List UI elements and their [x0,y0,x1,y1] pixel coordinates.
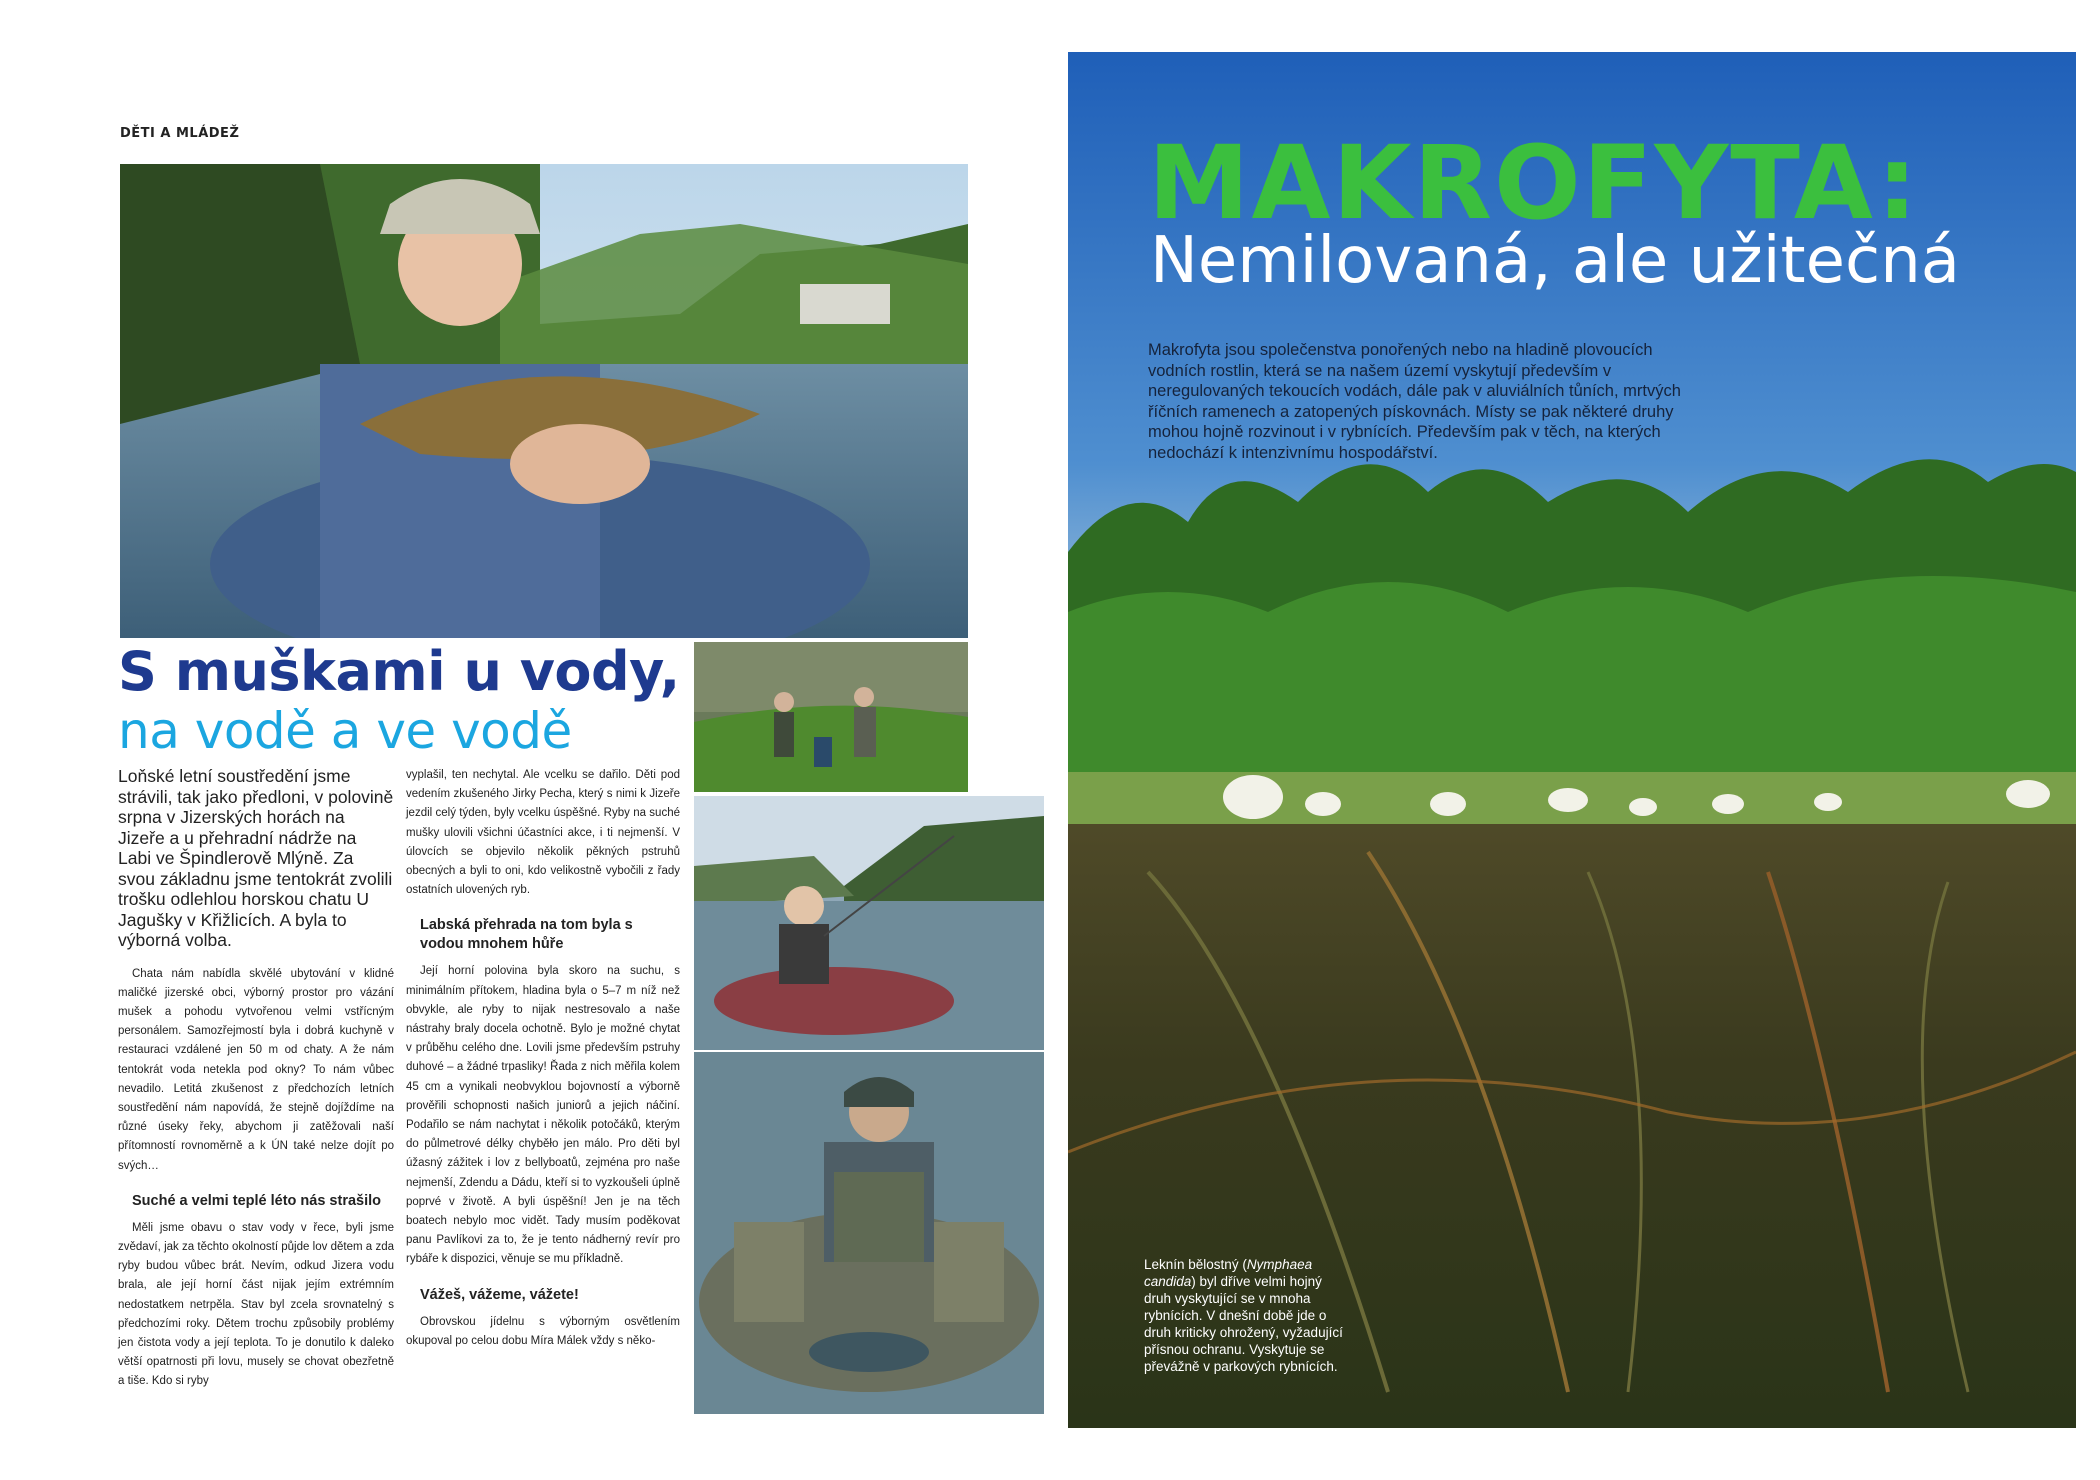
article-paragraph: Chata nám nabídla skvělé ubytování v klidné maličké jizerské obci, výborný prostor pro vázání mušek a pohodu vytvořenou velmi vstřícným personálem. Samozřejmostí byla i dobrá kuchyně v restauraci vzdálené jen 50 m od chaty. A že nám tentokrát voda netekla pod okny? To nám vůbec nevadilo. Letitá zkušenost z předchozích letních soustředění nám napovídá, že stejně dojíždíme na různé úseky řeky, abychom ji zatěžovali naší přítomností rovnoměrně a k ÚN také nelze dojít po svých… [118,967,394,1172]
article-paragraph: Měli jsme obavu o stav vody v řece, byli jsme zvědaví, jak za těchto okolností půjde lov dětem a zda ryby budou vůbec brát. Nevím, odkud Jizera vodu brala, ale její horní část nijak jejím extrémním nedostatkem netrpěla. Stav byl zcela srovnatelný s předchozími roky. Dětem trochu způsobily problémy jen čistota vody a její teplota. To je donutilo k daleko větší opatrnosti při lovu, musely se chovat obezřetně a tiše. Kdo si ryby [118,1221,394,1388]
caption-species-name: Nymphaea candida [1144,1257,1313,1289]
photo-youth-bellyboat [694,1052,1044,1414]
photo-boy-with-trout [120,164,968,638]
article-subhead: Vážeš, vážeme, vážete! [420,1286,579,1303]
caption-text: Leknín bělostný ( [1144,1257,1247,1272]
caption-text: ) byl dříve velmi hojný druh vyskytující se v mnoha rybnících. V dnešní době jde o druh kriticky ohrožený, vyžadující přísnou ochranu. Vyskytuje se převážně v parkových rybnících. [1144,1274,1343,1374]
article-lead: Loňské letní soustředění jsme strávili, tak jako předloni, v polovině srpna v Jizerských horách na Jizeře a u přehradní nádrže na Labi ve Špindlerově Mlýně. Za svou základnu jsme tentokrát zvolili trošku odlehlou horskou chatu U Jagušky v Křižlicích. A byla to výborná volba. [118,766,394,950]
right-page-macrophytes [1068,52,2076,1428]
article-paragraph: Její horní polovina byla skoro na suchu, s minimálním přítokem, hladina byla o 5–7 m níž než obvykle, ale ryby to nijak nestresovalo a naše nástrahy braly docela ochotně. Bylo je možné chytat v průběhu celého dne. Lovili jsme především pstruhy duhové – a žádné trpasliky! Řada z nich měřila kolem 45 cm a vynikali neobvyklou bojovností a výborně prověřili schopnosti našich juniorů a jejich náčiní. Podařilo se nám nachytat i několik potočáků, kterým do půlmetrové délky chyběło jen málo. Pro děti byl úžasný zážitek i lov z bellyboatů, zejména pro naše nejmenší, Zdendu a Dádu, kteří si to vyzkoušeli úplně poprvé v životě. A byli úspěšní! Jen je na těch boatech nebylo moc vidět. Tady musím poděkovat panu Pavlíkovi za to, že je tento nádherný revír pro rybáře k dispozici, věnuje se mu příkladně. [406,965,680,1266]
article-paragraph: Obrovskou jídelnu s výborným osvětlením okupoval po celou dobu Míra Málek vždy s někо- [406,1315,680,1347]
headline-line2: na vodě a ve vodě [118,702,572,760]
article-paragraph: vyplašil, ten nechytal. Ale vcelku se dařilo. Děti pod vedením zkušeného Jirky Pecha, který s nimi k Jizeře jezdil celý týden, byly vcelku úspěšné. Ryby na suché mušky ulovili všichni účastníci akce, i ti nejmenší. V úlovcích se objevilo několik pěkných pstruhů obecných a byli to oni, kdo velikostně vybočili z řady ostatních ulovených ryb. [406,769,680,897]
article-column-1 [118,766,394,1392]
photo-caption [1144,1256,1344,1375]
photo-riverbank-group [694,642,968,792]
headline-line1: S muškami u vody, [118,640,680,703]
section-label: DĚTI A MLÁDEŽ [120,126,240,141]
article-subhead: Suché a velmi teplé léto nás strašilo [132,1192,382,1209]
right-title-main: MAKROFYTA: [1148,124,1920,243]
article-column-2 [406,766,680,1351]
right-title-subtitle: Nemilovaná, ale užitečná [1150,224,1960,298]
photo-child-bellyboat [694,796,1044,1050]
right-lead: Makrofyta jsou společenstva ponořených nebo na hladině plovoucích vodních rostlin, která se na našem území vyskytují především v neregulovaných tekoucích vodách, dále pak v aluviálních tůních, mrtvých říčních ramenech a zatopených pískovnách. Místy se pak některé druhy mohou hojně rozvinout i v rybnících. Především pak v těch, na kterých nedochází k intenzivnímu hospodářství. [1148,341,1681,462]
article-subhead: Labská přehrada na tom byla s vodou mnohem hůře [420,917,633,953]
